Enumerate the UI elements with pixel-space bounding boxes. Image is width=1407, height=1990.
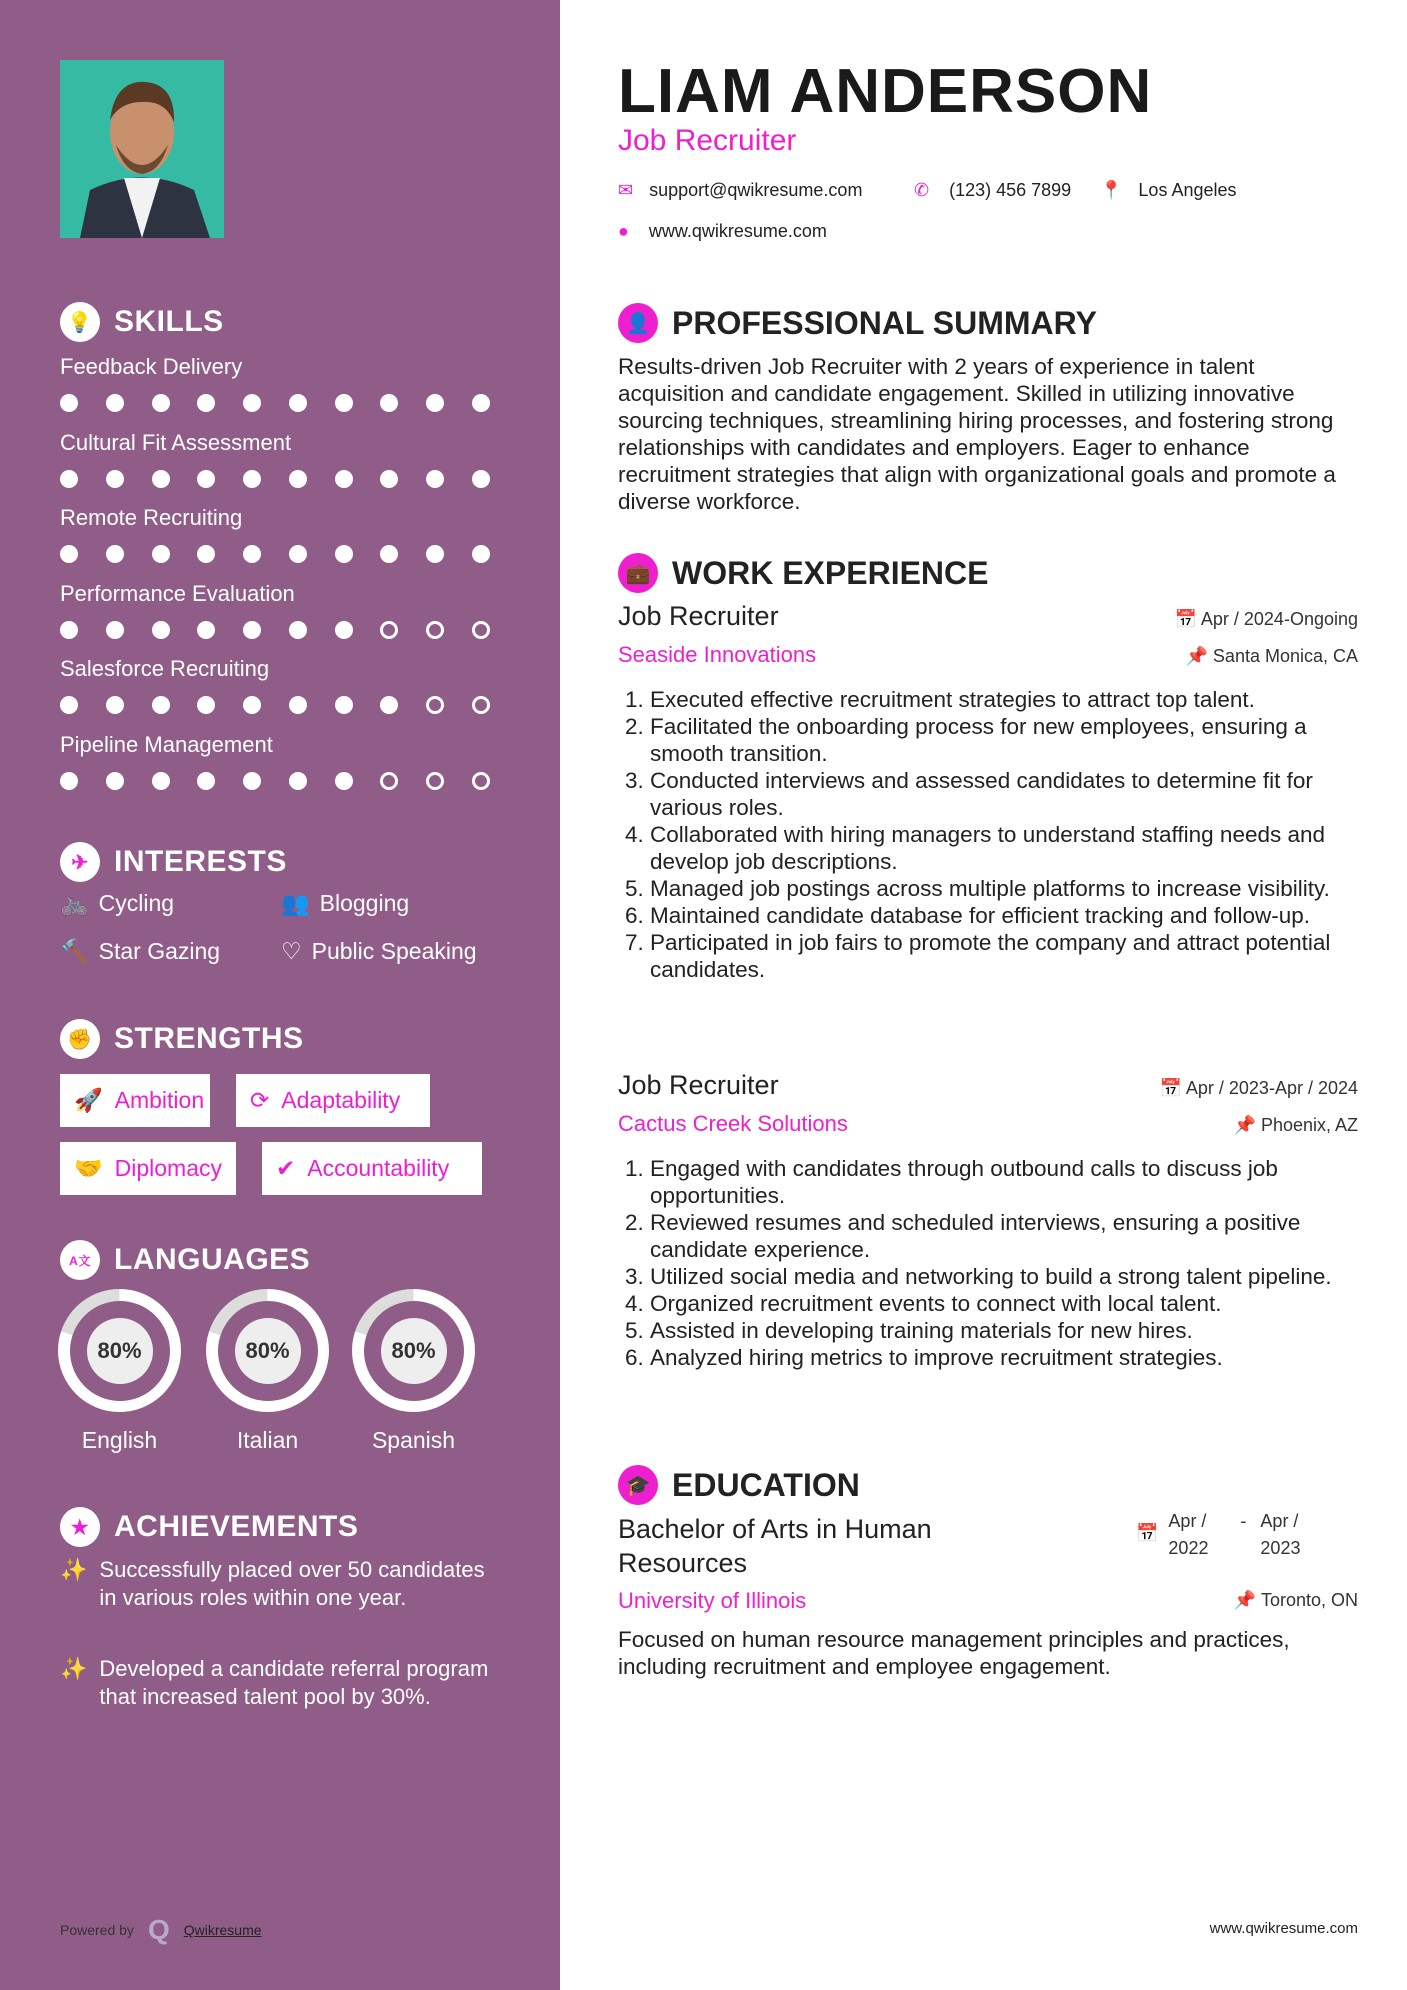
candidate-name: LIAM ANDERSON — [618, 57, 1153, 126]
rating-dot — [335, 545, 353, 563]
skill-label: Cultural Fit Assessment — [60, 429, 292, 455]
rating-dot — [472, 772, 490, 790]
rating-dot — [60, 470, 78, 488]
education-description: Focused on human resource management principles and practices, including recruitment and employee engagement. — [618, 1627, 1290, 1679]
bullet-item: 7. Participated in job fairs to promote the company and attract potential candidates. — [650, 929, 1358, 983]
language-name: Italian — [236, 1427, 299, 1453]
rating-dot — [380, 772, 398, 790]
fist-icon: ✊ — [60, 1019, 100, 1059]
degree: Bachelor of Arts in Human Resources — [618, 1514, 932, 1578]
interests-heading: ✈ INTERESTS — [60, 842, 287, 882]
skill-item — [60, 732, 500, 790]
rating-dot — [472, 470, 490, 488]
bullet-item: 3. Conducted interviews and assessed candidates to determine fit for various roles. — [650, 767, 1358, 821]
bullet-item: 5. Managed job postings across multiple platforms to increase visibility. — [650, 875, 1358, 902]
job-location: Santa Monica, CA — [1212, 646, 1358, 666]
rating-dot — [426, 621, 444, 639]
rating-dot — [472, 621, 490, 639]
rating-dot — [197, 470, 215, 488]
rating-dot — [380, 470, 398, 488]
job-entry — [618, 1070, 1358, 1371]
job-title: Job Recruiter — [618, 1070, 779, 1100]
contact-phone: ✆ (123) 456 7899 — [914, 180, 1072, 200]
rating-dot — [152, 772, 170, 790]
rating-dot — [289, 772, 307, 790]
rating-dot — [197, 545, 215, 563]
strength-tag: ⟳ Adaptability — [236, 1074, 430, 1127]
rating-dot — [152, 621, 170, 639]
rating-dot — [243, 621, 261, 639]
skill-item — [60, 354, 500, 412]
map-pin-icon: 📍 — [1100, 180, 1123, 200]
achievement-item: ✨ Developed a candidate referral program that increased talent pool by 30%. — [60, 1656, 489, 1709]
rating-dot — [289, 696, 307, 714]
job-bullets — [618, 686, 1358, 983]
graduate-icon: 🎓 — [618, 1465, 658, 1505]
lightbulb-icon: 💡 — [60, 302, 100, 342]
interest-item: 🚲 Cycling — [60, 890, 175, 916]
skill-label: Feedback Delivery — [60, 354, 243, 379]
rating-dot — [197, 394, 215, 412]
stars-icon: ✨ — [60, 1656, 88, 1681]
rating-dot — [106, 545, 124, 563]
rating-dot — [152, 545, 170, 563]
calendar-icon: 📅 — [1136, 1523, 1159, 1543]
job-entry — [618, 601, 1358, 983]
education-heading: 🎓 EDUCATION — [618, 1465, 860, 1505]
rating-dot — [335, 621, 353, 639]
calendar-icon: 📅 — [1159, 1078, 1186, 1098]
handshake-icon: 🤝 — [74, 1155, 103, 1181]
paper-plane-icon: ✈ — [60, 842, 100, 882]
refresh-icon: ⟳ — [250, 1087, 270, 1113]
strength-tag: 🚀 Ambition — [60, 1074, 210, 1127]
rating-dot — [472, 696, 490, 714]
rating-dot — [60, 545, 78, 563]
phone-icon: ✆ — [914, 180, 930, 200]
rating-dot — [197, 696, 215, 714]
education-location: 📌 Toronto, ON — [1233, 1590, 1358, 1610]
bicycle-icon: 🚲 — [60, 890, 89, 916]
rocket-icon: 🚀 — [74, 1087, 103, 1113]
rating-dot — [243, 470, 261, 488]
powered-by: Powered by Q Qwikresume — [60, 1914, 262, 1945]
rating-dot — [289, 470, 307, 488]
rating-dot — [152, 696, 170, 714]
translate-icon: A文 — [60, 1240, 100, 1280]
job-title: Job Recruiter — [618, 601, 779, 631]
bullet-item: 2. Reviewed resumes and scheduled interviews, ensuring a positive candidate experience. — [650, 1209, 1358, 1263]
rating-dot — [380, 394, 398, 412]
rating-dot — [380, 621, 398, 639]
rating-dot — [152, 394, 170, 412]
rating-dot — [380, 696, 398, 714]
bullet-item: 4. Organized recruitment events to connect with local talent. — [650, 1290, 1358, 1317]
rating-dot — [426, 696, 444, 714]
rating-dot — [197, 621, 215, 639]
rating-dot — [197, 772, 215, 790]
skill-rating — [60, 545, 490, 563]
pin-icon: 📌 — [1233, 1590, 1261, 1610]
contact-website[interactable]: ● www.qwikresume.com — [618, 221, 827, 241]
interest-item: 🔨 Star Gazing — [60, 938, 221, 964]
stars-icon: ✨ — [60, 1557, 88, 1582]
achievements-heading: ★ ACHIEVEMENTS — [60, 1507, 358, 1547]
rating-dot — [426, 772, 444, 790]
language-name: English — [81, 1427, 158, 1453]
rating-dot — [426, 470, 444, 488]
job-dates: Apr / 2024-Ongoing — [1200, 609, 1358, 629]
rating-dot — [380, 545, 398, 563]
language-percent: 80% — [235, 1318, 301, 1384]
skills-heading: 💡 SKILLS — [60, 302, 224, 342]
contact-email[interactable]: ✉ support@qwikresume.com — [618, 180, 863, 200]
skill-rating — [60, 621, 490, 639]
interest-item: 👥 Blogging — [281, 890, 410, 916]
strength-tag: 🤝 Diplomacy — [60, 1142, 236, 1195]
bullet-item: 4. Collaborated with hiring managers to understand staffing needs and develop job descriptions. — [650, 821, 1358, 875]
skill-label: Salesforce Recruiting — [60, 656, 270, 681]
bullet-item: 6. Analyzed hiring metrics to improve recruitment strategies. — [650, 1344, 1358, 1371]
rating-dot — [426, 394, 444, 412]
skill-item — [60, 505, 500, 563]
bullet-item: 2. Facilitated the onboarding process for new employees, ensuring a smooth transition. — [650, 713, 1358, 767]
rating-dot — [289, 394, 307, 412]
job-title: Job Recruiter — [618, 124, 797, 157]
check-circle-icon: ✔ — [276, 1155, 296, 1181]
job-location: Phoenix, AZ — [1260, 1115, 1358, 1135]
user-icon: 👤 — [618, 303, 658, 343]
pin-icon: 📌 — [1233, 1115, 1261, 1135]
sidebar — [0, 0, 560, 1990]
contact-location: 📍 Los Angeles — [1100, 180, 1237, 200]
language-progress-ring — [206, 1289, 329, 1412]
company-name: Seaside Innovations — [618, 642, 817, 667]
bullet-item: 1. Engaged with candidates through outbound calls to discuss job opportunities. — [650, 1155, 1358, 1209]
rating-dot — [106, 394, 124, 412]
qwikresume-logo-icon: Q — [147, 1914, 170, 1945]
summary-text: Results-driven Job Recruiter with 2 years of experience in talent acquisition and candidate engagement. Skilled in utilizing innovative sourcing techniques, streamlining hiring processes, and fostering strong relationships with candidates and employers. Eager to enhance recruitment strategies that align with organizational goals and promote a diverse workforce. — [618, 354, 1336, 514]
heartbeat-icon: ♡ — [281, 938, 302, 964]
bullet-item: 6. Maintained candidate database for efficient tracking and follow-up. — [650, 902, 1358, 929]
bullet-item: 3. Utilized social media and networking to build a strong talent pipeline. — [650, 1263, 1358, 1290]
calendar-icon: 📅 — [1174, 609, 1201, 629]
bullet-item: 1. Executed effective recruitment strategies to attract top talent. — [650, 686, 1358, 713]
skill-label: Pipeline Management — [60, 731, 273, 757]
rating-dot — [152, 470, 170, 488]
language-progress-ring — [352, 1289, 475, 1412]
experience-heading: 💼 WORK EXPERIENCE — [618, 553, 988, 593]
star-badge-icon: ★ — [60, 1507, 100, 1547]
skill-item — [60, 581, 500, 639]
skill-label: Performance Evaluation — [60, 580, 295, 606]
language-progress-ring — [58, 1289, 181, 1412]
skill-rating — [60, 470, 490, 488]
qwikresume-link[interactable]: Qwikresume — [183, 1922, 262, 1938]
users-icon: 👥 — [281, 890, 310, 916]
rating-dot — [60, 394, 78, 412]
interest-item: ♡ Public Speaking — [281, 938, 477, 964]
rating-dot — [335, 772, 353, 790]
skill-item — [60, 656, 500, 714]
rating-dot — [106, 696, 124, 714]
rating-dot — [289, 545, 307, 563]
achievement-item: ✨ Successfully placed over 50 candidates in various roles within one year. — [60, 1557, 485, 1610]
summary-heading: 👤 PROFESSIONAL SUMMARY — [618, 303, 1097, 343]
languages-heading: A文 LANGUAGES — [60, 1240, 310, 1280]
gavel-icon: 🔨 — [60, 938, 89, 964]
skill-rating — [60, 696, 490, 714]
bullet-item: 5. Assisted in developing training materials for new hires. — [650, 1317, 1358, 1344]
globe-icon: ● — [618, 221, 629, 241]
skill-rating — [60, 394, 490, 412]
job-bullets — [618, 1155, 1358, 1371]
education-dates: 📅 Apr / 2022 - Apr / 2023 — [1136, 1508, 1322, 1562]
rating-dot — [335, 696, 353, 714]
rating-dot — [243, 772, 261, 790]
rating-dot — [289, 621, 307, 639]
rating-dot — [472, 394, 490, 412]
rating-dot — [426, 545, 444, 563]
school: University of Illinois — [618, 1588, 807, 1613]
job-dates: Apr / 2023-Apr / 2024 — [1185, 1078, 1358, 1098]
language-percent: 80% — [87, 1318, 153, 1384]
rating-dot — [106, 621, 124, 639]
rating-dot — [60, 621, 78, 639]
rating-dot — [106, 470, 124, 488]
footer-url[interactable]: www.qwikresume.com — [1209, 1920, 1358, 1937]
strengths-heading: ✊ STRENGTHS — [60, 1019, 304, 1059]
skill-rating — [60, 772, 490, 790]
rating-dot — [472, 545, 490, 563]
strength-tag: ✔ Accountability — [262, 1142, 482, 1195]
skill-label: Remote Recruiting — [60, 505, 243, 530]
rating-dot — [243, 394, 261, 412]
rating-dot — [335, 394, 353, 412]
briefcase-icon: 💼 — [618, 553, 658, 593]
language-name: Spanish — [371, 1427, 456, 1453]
company-name: Cactus Creek Solutions — [618, 1111, 848, 1136]
rating-dot — [60, 772, 78, 790]
rating-dot — [243, 696, 261, 714]
rating-dot — [60, 696, 78, 714]
envelope-icon: ✉ — [618, 180, 634, 200]
language-percent: 80% — [381, 1318, 447, 1384]
pin-icon: 📌 — [1185, 646, 1213, 666]
skill-item — [60, 430, 500, 488]
rating-dot — [335, 470, 353, 488]
rating-dot — [243, 545, 261, 563]
rating-dot — [106, 772, 124, 790]
profile-photo — [60, 60, 224, 238]
